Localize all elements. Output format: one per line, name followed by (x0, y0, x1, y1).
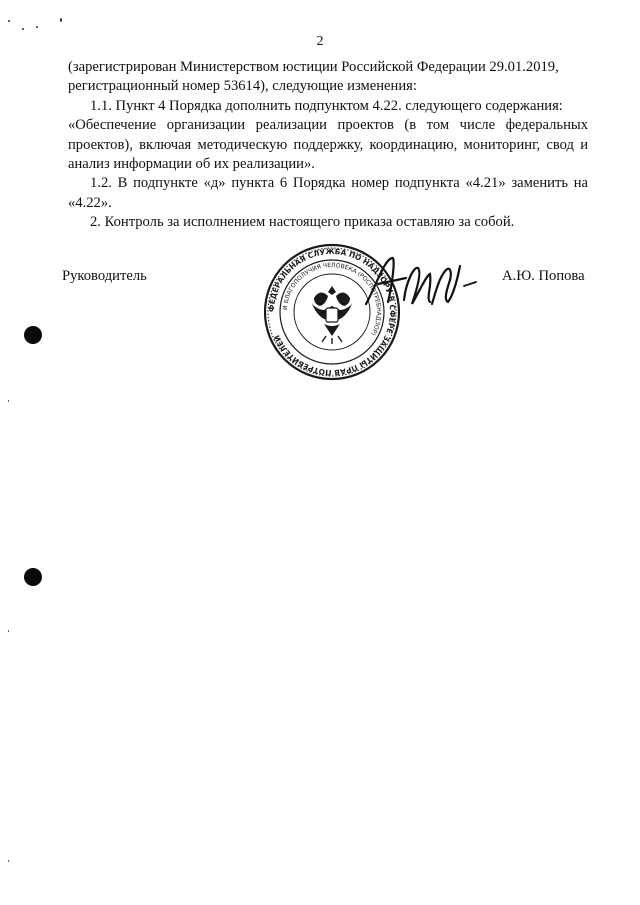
punch-hole-lower (24, 568, 42, 586)
scan-speck (22, 28, 24, 30)
scan-speck (60, 18, 62, 22)
punch-hole-upper (24, 326, 42, 344)
handwritten-signature (360, 246, 480, 326)
order-body (68, 58, 588, 233)
seal-outer-text: ФЕДЕРАЛЬНАЯ СЛУЖБА ПО НАДЗОРУ В СФЕРЕ ЗАЩИТЫ ПРАВ ПОТРЕБИТЕЛЕЙ (266, 246, 398, 378)
paragraph-item-2: 2. Контроль за исполнением настоящего приказа оставляю за собой. (90, 214, 515, 231)
registration-line-2: регистрационный номер 53614), следующие изменения: (68, 78, 417, 95)
signatory-role: Руководитель (62, 268, 147, 284)
scan-speck (36, 26, 38, 28)
double-headed-eagle-emblem (312, 286, 352, 344)
page-number: 2 (316, 34, 324, 49)
registration-line-1: (зарегистрирован Министерством юстиции Российской Федерации 29.01.2019, (68, 59, 559, 75)
signatory-name: А.Ю. Попова (502, 268, 585, 284)
scan-speck (8, 860, 9, 862)
scan-speck (8, 20, 10, 22)
scan-speck (8, 400, 9, 402)
paragraph-quote: «Обеспечение организации реализации проектов (в том числе федеральных проектов), включая методическую поддержку, координацию, мониторинг, свод и анализ информации об их реализации». (68, 117, 588, 173)
paragraph-registration (68, 58, 588, 97)
paragraph-item-1-1: 1.1. Пункт 4 Порядка дополнить подпунктом 4.22. следующего содержания: (90, 97, 563, 114)
seal-inner-text: И БЛАГОПОЛУЧИЯ ЧЕЛОВЕКА (РОСПОТРЕБНАДЗОР) (282, 261, 383, 337)
scan-speck (8, 630, 9, 632)
paragraph-item-1-2: 1.2. В подпункте «д» пункта 6 Порядка номер подпункта «4.21» заменить на «4.22». (68, 175, 588, 211)
signature-block (0, 240, 640, 390)
